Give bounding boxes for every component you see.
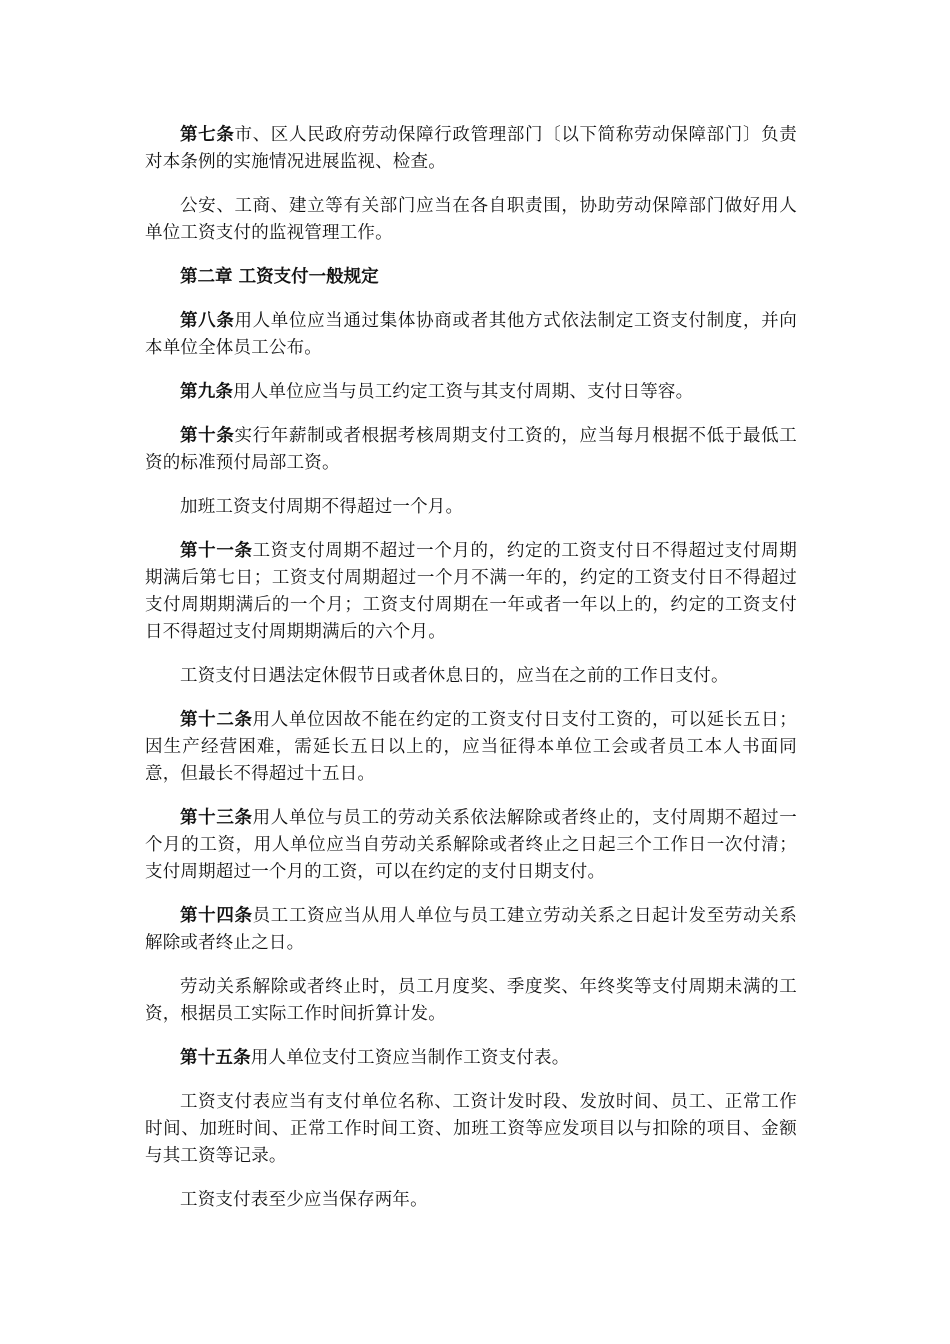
paragraph <box>145 494 797 521</box>
article-text: 用人单位支付工资应当制作工资支付表。 <box>250 1048 570 1068</box>
chapter-heading: 第二章 工资支付一般规定 <box>180 267 379 287</box>
article-text: 用人单位与员工的劳动关系依法解除或者终止的，支付周期不超过一个月的工资，用人单位应当自劳动关系解除或者终止之日起三个工作日一次付清；支付周期超过一个月的工资，可以在约定的支付日期支付。 <box>145 808 797 882</box>
article-heading: 第十一条 <box>180 541 253 561</box>
article-heading: 第十四条 <box>180 906 253 926</box>
article-heading: 第十五条 <box>180 1048 251 1068</box>
article-heading: 第七条 <box>180 125 235 145</box>
article-heading: 第十三条 <box>180 808 253 828</box>
paragraph-article-8 <box>145 308 797 362</box>
article-text: 工资支付周期不超过一个月的，约定的工资支付日不得超过支付周期期满后第七日；工资支付周期超过一个月不满一年的，约定的工资支付日不得超过支付周期期满后的一个月；工资支付周期在一年或者一年以上的，约定的工资支付日不得超过支付周期期满后的六个月。 <box>145 541 797 642</box>
paragraph-article-15 <box>145 1045 797 1072</box>
paragraph-text: 工资支付表至少应当保存两年。 <box>180 1190 428 1210</box>
paragraph-article-11 <box>145 538 797 646</box>
paragraph <box>145 193 797 247</box>
paragraph-text: 公安、工商、建立等有关部门应当在各自职责围，协助劳动保障部门做好用人单位工资支付的监视管理工作。 <box>145 196 797 243</box>
paragraph <box>145 663 797 690</box>
paragraph-text: 劳动关系解除或者终止时，员工月度奖、季度奖、年终奖等支付周期未满的工资，根据员工实际工作时间折算计发。 <box>145 977 797 1024</box>
paragraph-text: 加班工资支付周期不得超过一个月。 <box>180 497 464 517</box>
paragraph <box>145 1089 797 1170</box>
paragraph-article-9 <box>145 379 797 406</box>
article-heading: 第八条 <box>180 311 235 331</box>
article-heading: 第九条 <box>180 382 234 402</box>
article-heading: 第十二条 <box>180 710 253 730</box>
paragraph-article-13 <box>145 805 797 886</box>
paragraph-article-10 <box>145 423 797 477</box>
paragraph <box>145 1187 797 1214</box>
paragraph <box>145 974 797 1028</box>
article-heading: 第十条 <box>180 426 235 446</box>
article-text: 用人单位应当与员工约定工资与其支付周期、支付日等容。 <box>233 382 694 402</box>
article-text: 用人单位应当通过集体协商或者其他方式依法制定工资支付制度，并向本单位全体员工公布。 <box>145 311 797 358</box>
article-text: 市、区人民政府劳动保障行政管理部门〔以下简称劳动保障部门〕负责对本条例的实施情况进展监视、检查。 <box>145 125 797 172</box>
paragraph-article-12 <box>145 707 797 788</box>
paragraph-text: 工资支付日遇法定休假节日或者休息日的，应当在之前的工作日支付。 <box>180 666 729 686</box>
paragraph-article-14 <box>145 903 797 957</box>
paragraph-article-7 <box>145 122 797 176</box>
article-text: 员工工资应当从用人单位与员工建立劳动关系之日起计发至劳动关系解除或者终止之日。 <box>145 906 797 953</box>
document-body <box>145 122 797 1231</box>
article-text: 用人单位因故不能在约定的工资支付日支付工资的，可以延长五日；因生产经营困难，需延长五日以上的，应当征得本单位工会或者员工本人书面同意，但最长不得超过十五日。 <box>145 710 797 784</box>
paragraph-text: 工资支付表应当有支付单位名称、工资计发时段、发放时间、员工、正常工作时间、加班时间、正常工作时间工资、加班工资等应发项目以与扣除的项目、金额与其工资等记录。 <box>145 1092 797 1166</box>
article-text: 实行年薪制或者根据考核周期支付工资的，应当每月根据不低于最低工资的标准预付局部工资。 <box>145 426 797 473</box>
